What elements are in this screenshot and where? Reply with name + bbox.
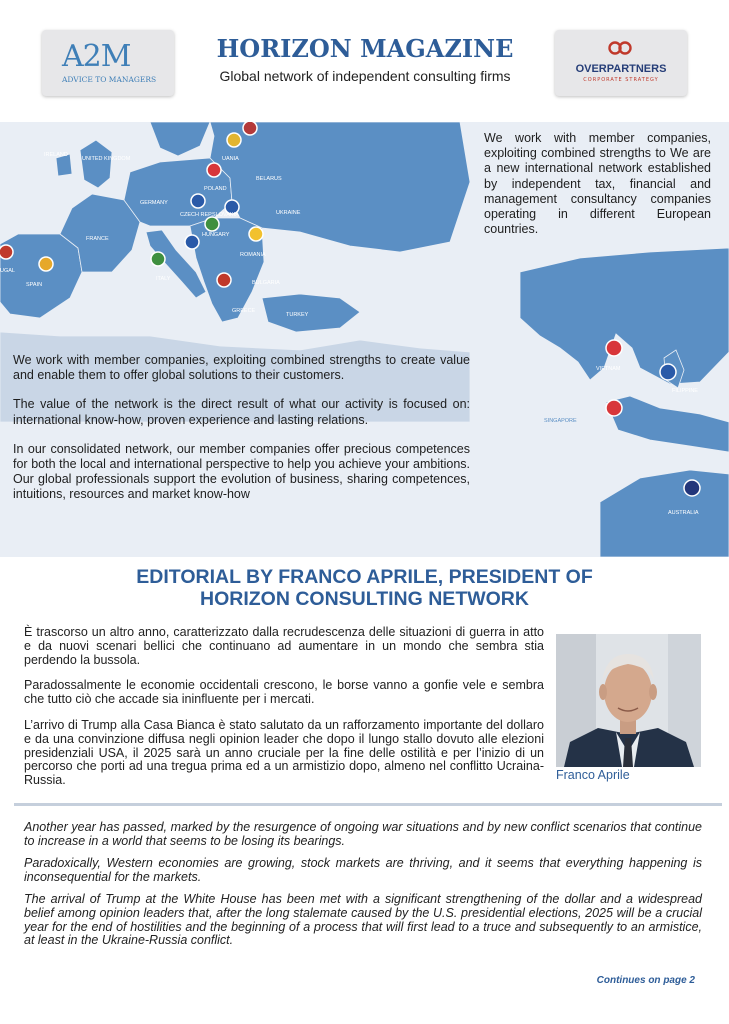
map-label-greece: GREECE [232,308,256,314]
map-label-singapore: SINGAPORE [544,418,577,424]
magazine-title: HORIZON MAGAZINE [216,34,514,63]
a2m-logo [42,30,174,96]
page-header [0,0,729,122]
map-label-slovakia: SLOVAKIA [212,212,239,218]
editorial-italian [24,626,544,800]
network-paragraph: In our consolidated network, our member companies offer precious competences for both the local and international perspective to help you achieve your ambitions. Our global professionals support the evolution of business, sharing competences, intuitions, resources and market know-how [13,441,470,502]
editorial-english [24,821,702,957]
overpartners-logo-text: OVERPARTNERS [575,63,667,75]
map-label-italy: ITALY [156,276,171,282]
network-map-section [0,122,729,557]
network-description [13,353,470,517]
map-label-germany: GERMANY [140,200,168,206]
italian-paragraph: Paradossalmente le economie occidentali crescono, le borse vanno a gonfie vele e sembra che tutto ciò che accade sia ininfluente per i mercati. [24,678,544,707]
a2m-logo-tagline: ADVICE TO MANAGERS [62,75,157,84]
map-label-ireland: IRELAND [44,152,68,158]
map-label-ukraine: UKRAINE [276,210,301,216]
italian-paragraph: È trascorso un altro anno, caratterizzato dalla recrudescenza delle situazioni di guerra in atto e da nuovi scenari bellici che continuano ad aumentare in un mondo che sembra stia perdendo la bussola. [24,625,544,667]
overpartners-mark-icon [607,40,633,56]
editorial-title-line: HORIZON CONSULTING NETWORK [200,588,529,610]
franco-aprile-photo [556,634,701,767]
photo-caption: Franco Aprile [556,768,630,782]
map-label-france: FRANCE [86,236,109,242]
map-label-belarus: BELARUS [256,176,282,182]
english-paragraph: The arrival of Trump at the White House has been met with a significant strengthening of the dollar and a widespread belief among opinion leaders that, after the long stalemate caused by the U.S. presidential elections, 2025 will be a crucial year for the end of hostilities and the beginning of a process that will first lead to a truce and subsequently to an armistice, at least in the Ukraine-Russia conflict. [24,892,702,948]
network-paragraph: We work with member companies, exploiting combined strengths to create value and enable them to offer global solutions to their customers. [13,353,470,383]
network-paragraph: The value of the network is the direct result of what our activity is focused on: international know-how, proven experience and lasting relations. [13,397,470,427]
map-label-spain: SPAIN [26,282,43,288]
magazine-subtitle: Global network of independent consulting firms [219,68,511,84]
english-paragraph: Another year has passed, marked by the resurgence of ongoing war situations and by new conflict scenarios that continue to increase in a world that seems to be losing its bearings. [24,820,702,848]
map-label-turkey: TURKEY [286,312,309,318]
section-divider [14,803,722,806]
a2m-logo-text: A2M [62,39,131,74]
editorial-title [20,566,709,610]
map-label-philippines: FILIPPINE [672,388,698,394]
continues-link[interactable]: Continues on page 2 [596,975,695,986]
italian-paragraph: L’arrivo di Trump alla Casa Bianca è stato salutato da un rafforzamento importante del dollaro e da una convinzione diffusa negli opinion leader che dopo il lungo stallo dovuto alle elezioni presidenziali USA, il 2025 sarà un anno cruciale per la fine delle ostilità e per l’inizio di un percorso che porti ad una tregua prima ed a un armistizio dopo, almeno nel conflitto Ucraina-Russia. [24,717,544,788]
map-label-lithuania: UANIA [222,156,239,162]
map-label-vietnam: VIETNAM [596,366,621,372]
overpartners-logo-tagline: CORPORATE STRATEGY [583,77,659,83]
map-label-romania: ROMANIA [240,252,266,258]
english-paragraph: Paradoxically, Western economies are growing, stock markets are thriving, and it seems that everything happening is inconsequential for the markets. [24,856,702,884]
editorial-title-line: EDITORIAL BY FRANCO APRILE, PRESIDENT OF [136,566,593,588]
map-label-hungary: HUNGARY [202,232,230,238]
map-label-bulgaria: BULGARIA [252,280,280,286]
overpartners-logo [555,30,687,96]
map-label-czech: CZECH REP. [180,212,213,218]
map-label-portugal: UGAL [0,268,15,274]
map-label-poland: POLAND [204,186,227,192]
network-intro-text: We work with member companies, exploiting combined strengths to We are a new international network established by independent tax, financial and management consultancy companies operating in different European countries. [484,131,711,237]
portrait-image [556,634,701,767]
map-label-australia: AUSTRALIA [668,510,699,516]
map-label-uk: UNITED KINGDOM [82,156,131,162]
